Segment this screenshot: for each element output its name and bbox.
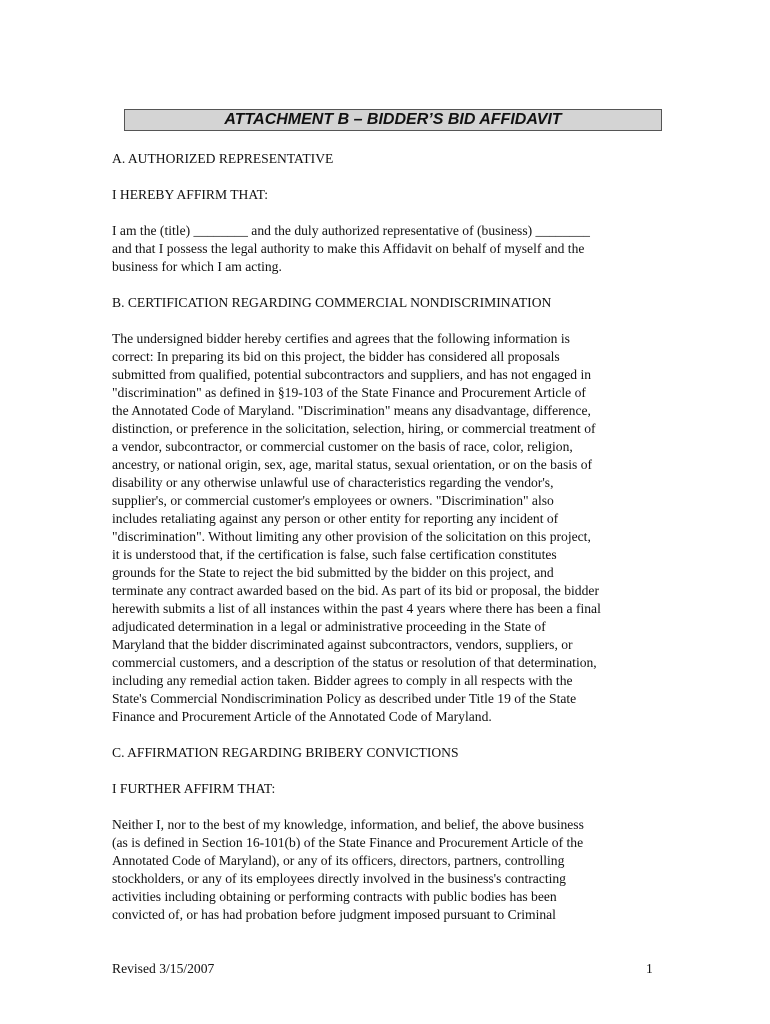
text-line: and that I possess the legal authority to make this Affidavit on behalf of myself and the	[112, 241, 585, 256]
section-c-affirm: I FURTHER AFFIRM THAT:	[112, 781, 276, 796]
text-line: activities including obtaining or performing contracts with public bodies has been	[112, 889, 557, 904]
page-number: 1	[646, 961, 653, 976]
section-a-paragraph	[112, 222, 662, 276]
text-line: stockholders, or any of its employees directly involved in the business's contracting	[112, 871, 566, 886]
text-line: supplier's, or commercial customer's employees or owners. "Discrimination" also	[112, 493, 554, 508]
text-line: (as is defined in Section 16-101(b) of the State Finance and Procurement Article of the	[112, 835, 584, 850]
text-line: The undersigned bidder hereby certifies and agrees that the following information is	[112, 331, 570, 346]
section-a-affirm: I HEREBY AFFIRM THAT:	[112, 187, 269, 202]
section-b-paragraph	[112, 330, 662, 726]
text-line: "discrimination" as defined in §19-103 of the State Finance and Procurement Article of	[112, 385, 586, 400]
text-line: business for which I am acting.	[112, 259, 282, 274]
revision-date: Revised 3/15/2007	[112, 961, 215, 976]
text-line: adjudicated determination in a legal or administrative proceeding in the State of	[112, 619, 546, 634]
text-line: Neither I, nor to the best of my knowledge, information, and belief, the above business	[112, 817, 584, 832]
text-line: "discrimination". Without limiting any other provision of the solicitation on this project,	[112, 529, 591, 544]
section-a-heading: A. AUTHORIZED REPRESENTATIVE	[112, 151, 334, 166]
text-line: distinction, or preference in the solicitation, selection, hiring, or commercial treatment of	[112, 421, 596, 436]
text-line: a vendor, subcontractor, or commercial customer on the basis of race, color, religion,	[112, 439, 573, 454]
text-line: it is understood that, if the certification is false, such false certification constitutes	[112, 547, 557, 562]
text-line: grounds for the State to reject the bid submitted by the bidder on this project, and	[112, 565, 554, 580]
text-line: I am the (title) ________ and the duly authorized representative of (business) ________	[112, 223, 590, 238]
text-line: disability or any otherwise unlawful use of characteristics regarding the vendor's,	[112, 475, 554, 490]
text-line: State's Commercial Nondiscrimination Policy as described under Title 19 of the State	[112, 691, 577, 706]
section-c-paragraph	[112, 816, 662, 924]
text-line: the Annotated Code of Maryland. "Discrimination" means any disadvantage, difference,	[112, 403, 591, 418]
text-line: Annotated Code of Maryland), or any of its officers, directors, partners, controlling	[112, 853, 565, 868]
text-line: Maryland that the bidder discriminated against subcontractors, vendors, suppliers, or	[112, 637, 573, 652]
text-line: correct: In preparing its bid on this project, the bidder has considered all proposals	[112, 349, 560, 364]
document-body	[112, 150, 662, 942]
text-line: Finance and Procurement Article of the Annotated Code of Maryland.	[112, 709, 492, 724]
text-line: ancestry, or national origin, sex, age, marital status, sexual orientation, or on the basis of	[112, 457, 593, 472]
section-b-heading: B. CERTIFICATION REGARDING COMMERCIAL NONDISCRIMINATION	[112, 295, 552, 310]
section-c-heading: C. AFFIRMATION REGARDING BRIBERY CONVICTIONS	[112, 745, 459, 760]
text-line: commercial customers, and a description of the status or resolution of that determination,	[112, 655, 597, 670]
text-line: convicted of, or has had probation before judgment imposed pursuant to Criminal	[112, 907, 556, 922]
text-line: terminate any contract awarded based on the bid. As part of its bid or proposal, the bidder	[112, 583, 599, 598]
text-line: includes retaliating against any person or other entity for reporting any incident of	[112, 511, 559, 526]
document-title: ATTACHMENT B – BIDDER’S BID AFFIDAVIT	[124, 109, 662, 131]
text-line: herewith submits a list of all instances within the past 4 years where there has been a final	[112, 601, 601, 616]
text-line: submitted from qualified, potential subcontractors and suppliers, and has not engaged in	[112, 367, 592, 382]
text-line: including any remedial action taken. Bidder agrees to comply in all respects with the	[112, 673, 573, 688]
